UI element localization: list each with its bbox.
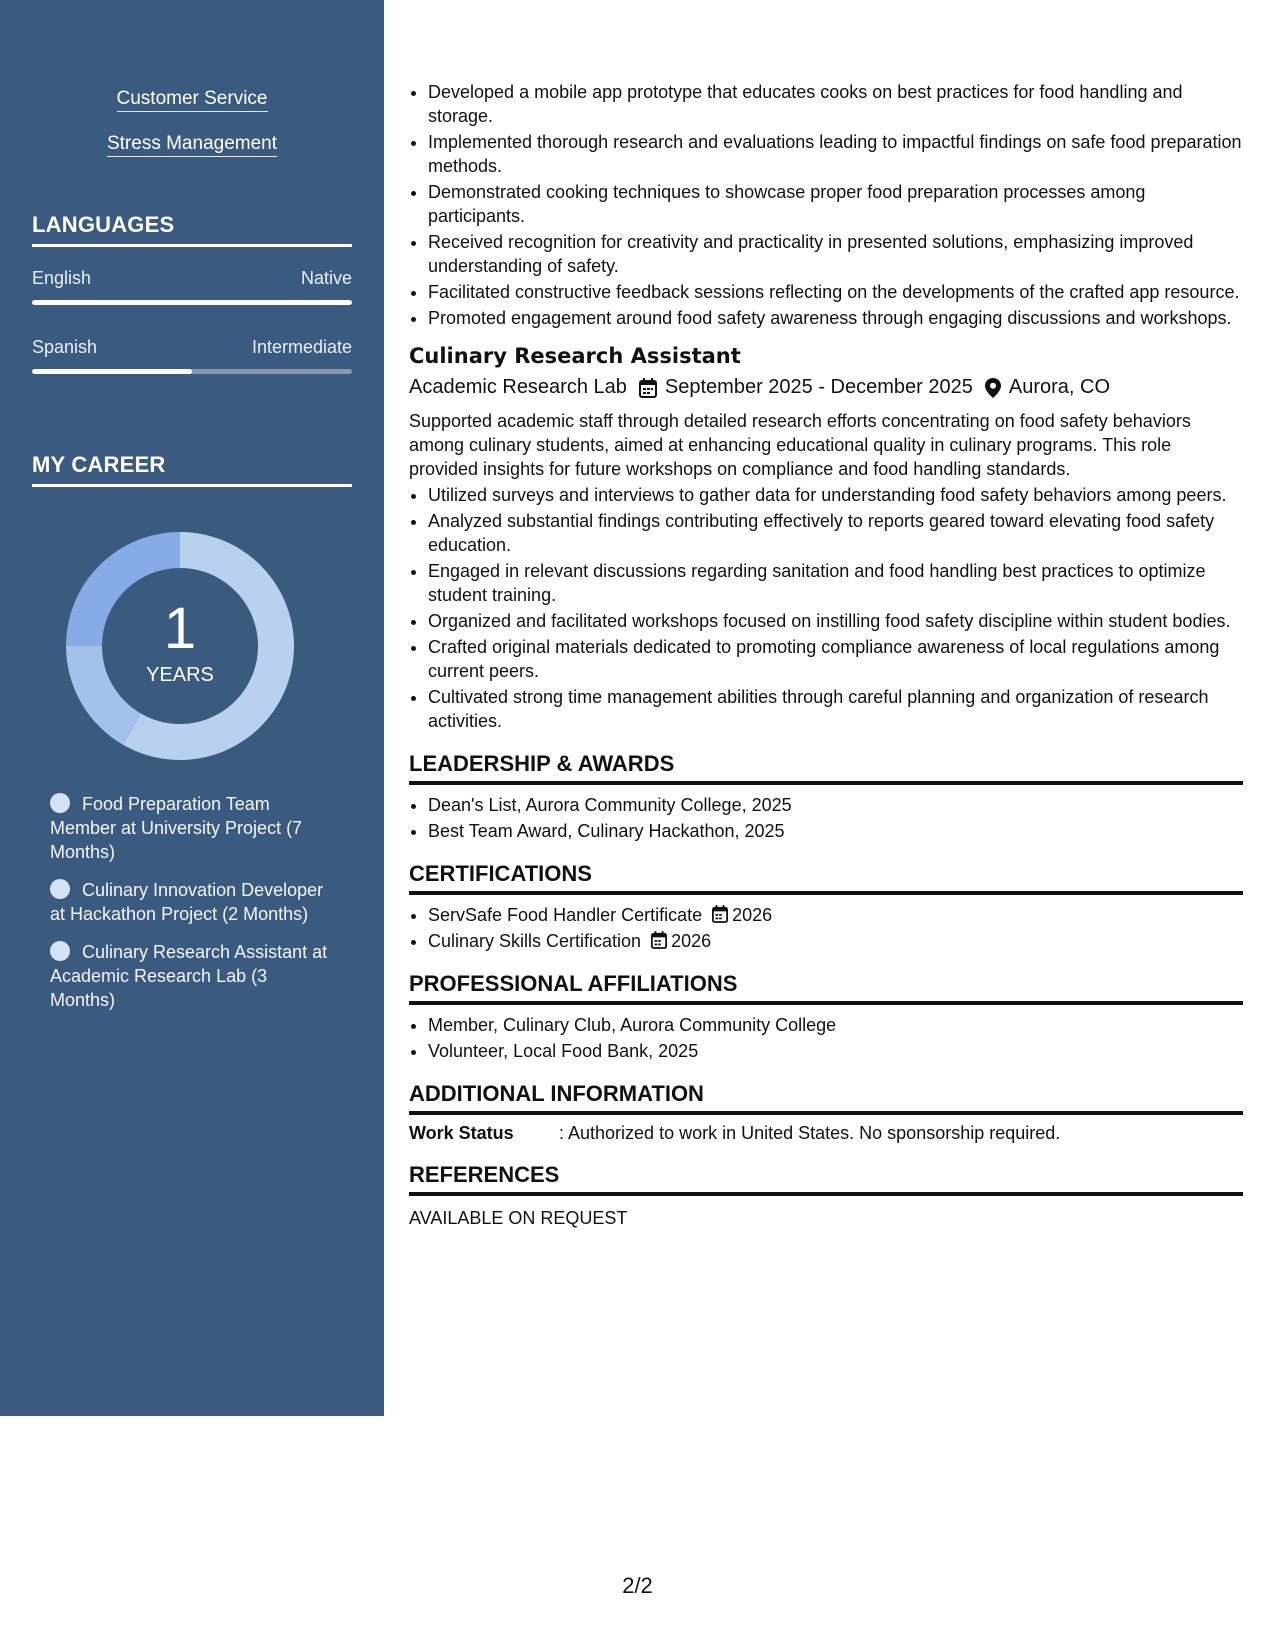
language-name: Spanish <box>32 337 98 357</box>
certification-year: 2026 <box>671 931 712 951</box>
language-row <box>32 337 352 358</box>
calendar-icon <box>639 378 657 398</box>
list-item <box>428 929 1243 953</box>
job-location: Aurora, CO <box>1008 376 1111 398</box>
main-content <box>409 80 1243 1229</box>
list-item: • Demonstrated cooking techniques to showcase proper food preparation processes among participants. <box>428 180 1243 228</box>
languages-heading: LANGUAGES <box>32 212 352 247</box>
references-heading: REFERENCES <box>409 1162 1243 1196</box>
certification-year: 2026 <box>732 905 773 925</box>
affiliations-heading: PROFESSIONAL AFFILIATIONS <box>409 971 1243 1005</box>
list-item <box>428 903 1243 927</box>
language-row <box>32 268 352 289</box>
language-bar-fill <box>32 369 192 374</box>
career-list <box>50 792 330 1026</box>
list-item: • Member, Culinary Club, Aurora Community College <box>428 1013 1243 1037</box>
location-pin-icon <box>985 378 1001 398</box>
list-item: • Analyzed substantial findings contributing effectively to reports geared toward elevating food safety education. <box>428 509 1243 557</box>
sidebar <box>0 0 384 1416</box>
list-item: • Volunteer, Local Food Bank, 2025 <box>428 1039 1243 1063</box>
language-level: Native <box>300 268 352 288</box>
skill-label: Customer Service <box>117 88 268 112</box>
leadership-list <box>409 793 1243 843</box>
career-item-label: Culinary Innovation Developer at Hackathon Project (2 Months) <box>50 880 324 924</box>
career-item-label: Culinary Research Assistant at Academic Research Lab (3 Months) <box>50 942 328 1010</box>
bullet-dot-icon <box>50 879 70 899</box>
job-title: Culinary Research Assistant <box>409 344 741 368</box>
career-item-label: Food Preparation Team Member at University Project (7 Months) <box>50 794 303 862</box>
list-item: • Promoted engagement around food safety awareness through engaging discussions and workshops. <box>428 306 1243 330</box>
skill-item <box>0 88 384 110</box>
language-bar <box>32 300 352 305</box>
previous-job-bullets <box>409 80 1243 330</box>
list-item: • Facilitated constructive feedback sessions reflecting on the developments of the crafted app resource. <box>428 280 1243 304</box>
list-item: • Cultivated strong time management abilities through careful planning and organization of research activities. <box>428 685 1243 733</box>
job-bullets <box>409 483 1243 733</box>
calendar-icon <box>651 931 667 949</box>
certification-name: ServSafe Food Handler Certificate <box>428 905 703 925</box>
career-total <box>66 532 294 760</box>
language-level: Intermediate <box>251 337 352 357</box>
bullet-dot-icon <box>50 793 70 813</box>
language-bar-fill <box>32 300 352 305</box>
career-item <box>50 878 330 926</box>
list-item: • Developed a mobile app prototype that educates cooks on best practices for food handling and storage. <box>428 80 1243 128</box>
list-item: • Crafted original materials dedicated to promoting compliance awareness of local regulations among current peers. <box>428 635 1243 683</box>
certification-name: Culinary Skills Certification <box>428 931 642 951</box>
job-description: Supported academic staff through detailed research efforts concentrating on food safety behaviors among culinary students, aimed at enhancing educational quality in culinary programs. This role provided insights for future workshops on compliance and food handling standards. <box>409 411 1191 479</box>
certifications-heading: CERTIFICATIONS <box>409 861 1243 895</box>
list-item: • Dean's List, Aurora Community College, 2025 <box>428 793 1243 817</box>
career-total-number: 1 <box>163 595 197 661</box>
list-item: • Implemented thorough research and evaluations leading to impactful findings on safe food preparation methods. <box>428 130 1243 178</box>
references-text: AVAILABLE ON REQUEST <box>409 1208 628 1228</box>
calendar-icon <box>712 905 728 923</box>
skill-item <box>0 133 384 155</box>
list-item: • Received recognition for creativity and practicality in presented solutions, emphasizing improved understanding of safety. <box>428 230 1243 278</box>
career-item <box>50 940 330 1012</box>
list-item: • Engaged in relevant discussions regarding sanitation and food handling best practices to optimize student training. <box>428 559 1243 607</box>
affiliations-list <box>409 1013 1243 1063</box>
work-status-label: Work Status <box>409 1123 514 1143</box>
skill-label: Stress Management <box>107 133 277 157</box>
language-bar <box>32 369 352 374</box>
leadership-heading: LEADERSHIP & AWARDS <box>409 751 1243 785</box>
job-company: Academic Research Lab <box>409 376 627 398</box>
list-item: • Best Team Award, Culinary Hackathon, 2025 <box>428 819 1243 843</box>
certifications-list <box>409 903 1243 953</box>
list-item: • Utilized surveys and interviews to gather data for understanding food safety behaviors among peers. <box>428 483 1243 507</box>
additional-info-heading: ADDITIONAL INFORMATION <box>409 1081 1243 1115</box>
page-number: 2/2 <box>622 1573 653 1598</box>
work-status-row <box>409 1123 1243 1144</box>
job-dates: September 2025 - December 2025 <box>664 376 973 398</box>
language-name: English <box>32 268 92 288</box>
work-status-value: : Authorized to work in United States. No sponsorship required. <box>559 1123 1061 1143</box>
list-item: • Organized and facilitated workshops focused on instilling food safety discipline within student bodies. <box>428 609 1243 633</box>
career-item <box>50 792 330 864</box>
career-total-unit: YEARS <box>146 663 214 686</box>
bullet-dot-icon <box>50 941 70 961</box>
career-heading: MY CAREER <box>32 452 352 487</box>
job-meta <box>409 376 1243 399</box>
